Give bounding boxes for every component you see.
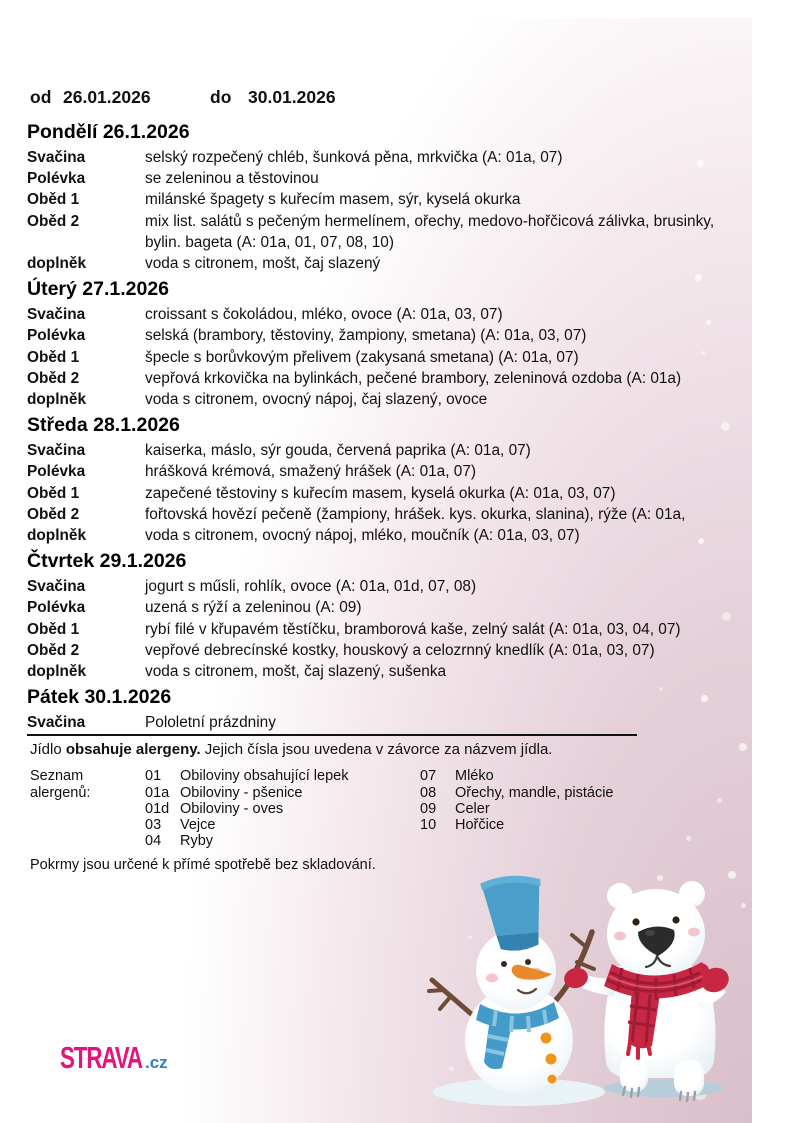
menu-row [27, 504, 794, 525]
allergen-code: 01a [145, 784, 170, 801]
storage-note: Pokrmy jsou určené k přímé spotřebě bez skladování. [30, 857, 376, 874]
meal-text: zapečené těstoviny s kuřecím masem, kyselá okurka (A: 01a, 03, 07) [145, 484, 616, 502]
allergen-code: 01d [145, 800, 170, 817]
meal-label: Svačina [27, 714, 86, 732]
meal-text: croissant s čokoládou, mléko, ovoce (A: 01a, 03, 07) [145, 306, 503, 324]
meal-text: vepřové debrecínské kostky, houskový a celozrnný knedlík (A: 01a, 03, 07) [145, 641, 655, 659]
day-title: Středa 28.1.2026 [27, 414, 180, 437]
strava-logo [60, 1042, 190, 1078]
menu-row [27, 147, 794, 168]
day-section-friday [0, 687, 794, 733]
menu-row [27, 712, 794, 733]
allergen-item [145, 801, 420, 817]
date-range-header [30, 0, 794, 108]
allergen-code: 01 [145, 768, 162, 785]
meal-label: Polévka [27, 170, 86, 188]
allergen-name: Obiloviny obsahující lepek [180, 768, 349, 785]
allergen-code: 08 [420, 784, 437, 801]
allergen-item [145, 785, 420, 801]
menu-row [27, 211, 794, 253]
meal-text: mix list. salátů s pečeným hermelínem, ořechy, medovo-hořčicová zálivka, brusinky, bylin. bageta (A: 01a, 01, 07, 08, 10) [145, 212, 715, 251]
day-section-thursday [0, 551, 794, 682]
allergen-name: Mléko [455, 768, 494, 785]
meal-text: voda s citronem, mošt, čaj slazený [145, 255, 381, 273]
menu-row [27, 347, 794, 368]
menu-row [27, 597, 794, 618]
allergen-note-bold: obsahuje alergeny. [65, 741, 201, 759]
allergen-list [30, 768, 794, 849]
meal-text: selský rozpečený chléb, šunková pěna, mrkvička (A: 01a, 07) [145, 149, 563, 166]
menu-row [27, 168, 794, 189]
menu-row [27, 189, 794, 210]
allergen-item [145, 817, 420, 833]
menu-row [27, 640, 794, 661]
date-from-label: od [30, 87, 52, 107]
allergen-code: 09 [420, 800, 437, 817]
logo-strava-text: STRAVA [60, 1040, 142, 1075]
date-from-value: 26.01.2026 [63, 87, 151, 107]
allergen-item [145, 833, 420, 849]
meal-label: Svačina [27, 578, 86, 596]
menu-row [27, 525, 794, 546]
menu-row [27, 389, 794, 410]
meal-text: fořtovská hovězí pečeně (žampiony, hrášek. kys. okurka, slanina), rýže (A: 01a, [145, 505, 686, 523]
allergen-name: Celer [455, 800, 490, 817]
meal-label: doplněk [27, 255, 86, 273]
meal-text: jogurt s műsli, rohlík, ovoce (A: 01a, 01d, 07, 08) [145, 578, 477, 596]
meal-label: Svačina [27, 149, 86, 166]
menu-row [27, 619, 794, 640]
allergen-name: Vejce [180, 817, 216, 834]
meal-label: doplněk [27, 391, 86, 409]
meal-label: Oběd 1 [27, 484, 80, 502]
meal-label: Svačina [27, 306, 86, 324]
menu-row [27, 368, 794, 389]
allergen-name: Obiloviny - oves [180, 800, 284, 817]
allergen-item [420, 817, 614, 833]
menu-row [27, 304, 794, 325]
meal-label: Polévka [27, 599, 86, 617]
allergen-code: 10 [420, 817, 437, 834]
meal-label: doplněk [27, 663, 86, 681]
divider-line [27, 734, 637, 736]
meal-text: kaiserka, máslo, sýr gouda, červená paprika (A: 01a, 07) [145, 442, 531, 460]
meal-text: uzená s rýží a zeleninou (A: 09) [145, 599, 362, 617]
meal-label: Polévka [27, 327, 86, 345]
day-section-wednesday [0, 415, 794, 546]
menu-row [27, 483, 794, 504]
meal-text: selská (brambory, těstoviny, žampiony, smetana) (A: 01a, 03, 07) [145, 327, 587, 345]
allergen-code: 07 [420, 768, 437, 785]
date-to-label: do [210, 87, 232, 107]
allergen-code: 04 [145, 833, 162, 850]
meal-text: voda s citronem, ovocný nápoj, mléko, moučník (A: 01a, 03, 07) [145, 527, 580, 545]
meal-text: rybí filé v křupavém těstíčku, bramborová kaše, zelný salát (A: 01a, 03, 04, 07) [145, 620, 681, 638]
meal-text: špecle s borůvkovým přelivem (zakysaná smetana) (A: 01a, 07) [145, 348, 579, 366]
meal-text: voda s citronem, mošt, čaj slazený, sušenka [145, 663, 447, 681]
allergen-name: Ořechy, mandle, pistácie [455, 784, 614, 801]
day-title: Pondělí 26.1.2026 [27, 121, 190, 143]
allergen-list-label: Seznam alergenů: [30, 768, 91, 801]
meal-label: Polévka [27, 463, 86, 481]
logo-cz-text: .cz [145, 1053, 168, 1072]
day-title: Čtvrtek 29.1.2026 [27, 550, 187, 573]
menu-row [27, 461, 794, 482]
allergen-note [30, 741, 794, 758]
menu-row [27, 440, 794, 461]
meal-label: Oběd 2 [27, 505, 80, 523]
meal-label: Oběd 2 [27, 369, 80, 387]
day-title: Pátek 30.1.2026 [27, 686, 172, 709]
menu-row [27, 253, 794, 274]
meal-label: doplněk [27, 527, 86, 545]
allergen-column-2 [420, 768, 614, 849]
meal-label: Oběd 1 [27, 191, 80, 209]
menu-row [27, 661, 794, 682]
meal-label: Oběd 2 [27, 212, 80, 230]
meal-label: Oběd 1 [27, 620, 80, 638]
allergen-name: Obiloviny - pšenice [180, 784, 303, 801]
menu-row [27, 325, 794, 346]
allergen-note-prefix: Jídlo [30, 741, 66, 759]
meal-label: Oběd 1 [27, 348, 80, 366]
allergen-item [420, 801, 614, 817]
day-section-monday [0, 122, 794, 274]
snowman-and-polar-bear-illustration [424, 870, 758, 1114]
allergen-item [420, 768, 614, 784]
allergen-column-1 [145, 768, 420, 849]
day-section-tuesday [0, 279, 794, 410]
meal-label: Svačina [27, 442, 86, 460]
day-title: Úterý 27.1.2026 [27, 278, 170, 301]
meal-text: milánské špagety s kuřecím masem, sýr, kyselá okurka [145, 191, 521, 209]
meal-text: se zeleninou a těstovinou [145, 170, 319, 188]
menu-row [27, 576, 794, 597]
date-to-value: 30.01.2026 [248, 87, 336, 107]
meal-text: Pololetní prázdniny [145, 714, 276, 732]
meal-text: hrášková krémová, smažený hrášek (A: 01a, 07) [145, 463, 477, 481]
allergen-item [145, 768, 420, 784]
allergen-item [420, 785, 614, 801]
meal-text: vepřová krkovička na bylinkách, pečené brambory, zeleninová ozdoba (A: 01a) [145, 369, 682, 387]
allergen-name: Ryby [180, 833, 214, 850]
allergen-code: 03 [145, 817, 162, 834]
allergen-note-suffix: Jejich čísla jsou uvedena v závorce za názvem jídla. [200, 741, 553, 759]
meal-label: Oběd 2 [27, 641, 80, 659]
allergen-name: Hořčice [455, 817, 505, 834]
meal-text: voda s citronem, ovocný nápoj, čaj slazený, ovoce [145, 391, 488, 409]
